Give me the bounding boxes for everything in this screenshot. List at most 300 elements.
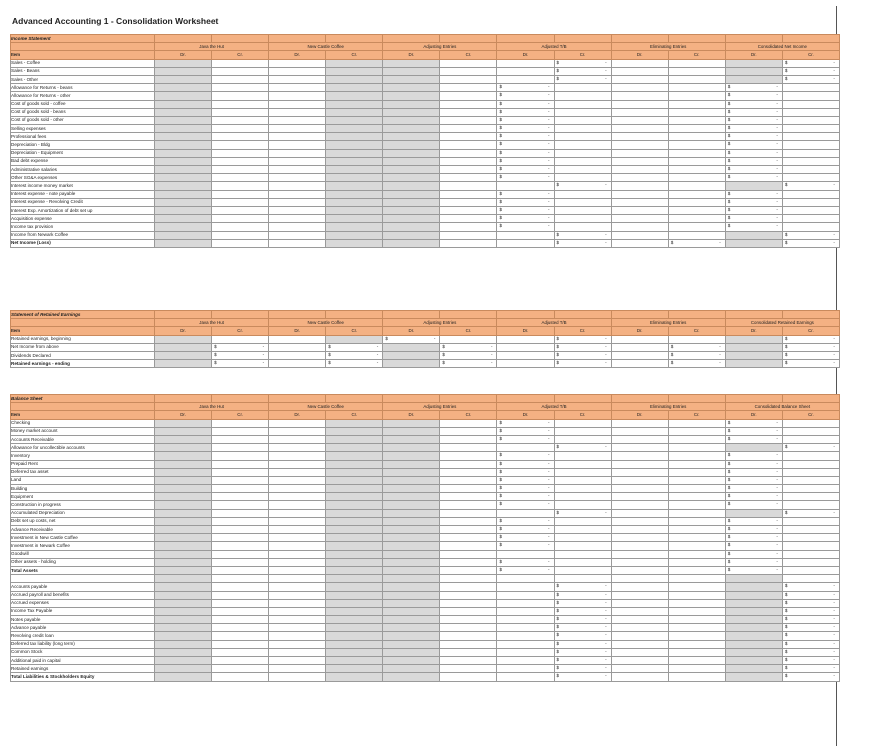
credit-cell[interactable] <box>326 575 383 583</box>
credit-cell[interactable] <box>326 607 383 615</box>
credit-cell[interactable] <box>326 566 383 574</box>
credit-cell[interactable] <box>326 616 383 624</box>
debit-cell[interactable] <box>497 133 554 141</box>
credit-cell[interactable] <box>782 509 839 517</box>
debit-cell[interactable] <box>383 351 440 359</box>
credit-cell[interactable] <box>440 166 497 174</box>
debit-cell[interactable] <box>611 92 668 100</box>
credit-cell[interactable] <box>782 493 839 501</box>
debit-cell[interactable] <box>269 343 326 351</box>
debit-cell[interactable] <box>383 665 440 673</box>
debit-cell[interactable] <box>155 75 212 83</box>
credit-cell[interactable] <box>782 239 839 247</box>
credit-cell[interactable] <box>782 231 839 239</box>
debit-cell[interactable] <box>725 452 782 460</box>
credit-cell[interactable] <box>782 141 839 149</box>
debit-cell[interactable] <box>497 509 554 517</box>
debit-cell[interactable] <box>155 616 212 624</box>
debit-cell[interactable] <box>155 591 212 599</box>
credit-cell[interactable] <box>782 343 839 351</box>
credit-cell[interactable] <box>212 206 269 214</box>
credit-cell[interactable] <box>326 509 383 517</box>
debit-cell[interactable] <box>611 343 668 351</box>
debit-cell[interactable] <box>611 460 668 468</box>
credit-cell[interactable] <box>326 67 383 75</box>
credit-cell[interactable] <box>212 239 269 247</box>
credit-cell[interactable] <box>554 141 611 149</box>
debit-cell[interactable] <box>155 468 212 476</box>
credit-cell[interactable] <box>668 75 725 83</box>
debit-cell[interactable] <box>611 133 668 141</box>
debit-cell[interactable] <box>497 335 554 343</box>
credit-cell[interactable] <box>440 190 497 198</box>
credit-cell[interactable] <box>440 108 497 116</box>
credit-cell[interactable] <box>440 583 497 591</box>
credit-cell[interactable] <box>668 190 725 198</box>
debit-cell[interactable] <box>725 657 782 665</box>
debit-cell[interactable] <box>383 657 440 665</box>
credit-cell[interactable] <box>326 624 383 632</box>
debit-cell[interactable] <box>383 223 440 231</box>
debit-cell[interactable] <box>383 239 440 247</box>
debit-cell[interactable] <box>611 116 668 124</box>
credit-cell[interactable] <box>554 223 611 231</box>
credit-cell[interactable] <box>554 517 611 525</box>
credit-cell[interactable] <box>668 166 725 174</box>
debit-cell[interactable] <box>497 206 554 214</box>
debit-cell[interactable] <box>497 84 554 92</box>
debit-cell[interactable] <box>497 141 554 149</box>
credit-cell[interactable] <box>326 215 383 223</box>
debit-cell[interactable] <box>611 149 668 157</box>
credit-cell[interactable] <box>554 343 611 351</box>
credit-cell[interactable] <box>668 583 725 591</box>
debit-cell[interactable] <box>269 517 326 525</box>
debit-cell[interactable] <box>497 460 554 468</box>
credit-cell[interactable] <box>440 444 497 452</box>
credit-cell[interactable] <box>440 452 497 460</box>
debit-cell[interactable] <box>725 231 782 239</box>
credit-cell[interactable] <box>326 190 383 198</box>
debit-cell[interactable] <box>155 84 212 92</box>
debit-cell[interactable] <box>611 427 668 435</box>
debit-cell[interactable] <box>725 558 782 566</box>
debit-cell[interactable] <box>383 526 440 534</box>
debit-cell[interactable] <box>611 632 668 640</box>
credit-cell[interactable] <box>554 665 611 673</box>
credit-cell[interactable] <box>440 343 497 351</box>
debit-cell[interactable] <box>269 476 326 484</box>
credit-cell[interactable] <box>554 239 611 247</box>
credit-cell[interactable] <box>212 166 269 174</box>
credit-cell[interactable] <box>212 84 269 92</box>
debit-cell[interactable] <box>611 476 668 484</box>
debit-cell[interactable] <box>497 59 554 67</box>
debit-cell[interactable] <box>497 542 554 550</box>
credit-cell[interactable] <box>668 335 725 343</box>
credit-cell[interactable] <box>326 435 383 443</box>
debit-cell[interactable] <box>383 591 440 599</box>
credit-cell[interactable] <box>782 351 839 359</box>
debit-cell[interactable] <box>611 583 668 591</box>
credit-cell[interactable] <box>782 468 839 476</box>
credit-cell[interactable] <box>782 435 839 443</box>
credit-cell[interactable] <box>554 468 611 476</box>
credit-cell[interactable] <box>554 174 611 182</box>
debit-cell[interactable] <box>725 468 782 476</box>
credit-cell[interactable] <box>212 444 269 452</box>
credit-cell[interactable] <box>554 616 611 624</box>
credit-cell[interactable] <box>212 575 269 583</box>
credit-cell[interactable] <box>326 468 383 476</box>
credit-cell[interactable] <box>440 239 497 247</box>
credit-cell[interactable] <box>782 198 839 206</box>
credit-cell[interactable] <box>326 231 383 239</box>
debit-cell[interactable] <box>155 206 212 214</box>
debit-cell[interactable] <box>383 607 440 615</box>
credit-cell[interactable] <box>440 657 497 665</box>
credit-cell[interactable] <box>782 125 839 133</box>
credit-cell[interactable] <box>212 182 269 190</box>
credit-cell[interactable] <box>326 657 383 665</box>
credit-cell[interactable] <box>782 108 839 116</box>
credit-cell[interactable] <box>212 501 269 509</box>
debit-cell[interactable] <box>725 125 782 133</box>
credit-cell[interactable] <box>554 640 611 648</box>
credit-cell[interactable] <box>668 607 725 615</box>
debit-cell[interactable] <box>269 223 326 231</box>
credit-cell[interactable] <box>212 427 269 435</box>
debit-cell[interactable] <box>383 190 440 198</box>
credit-cell[interactable] <box>782 501 839 509</box>
debit-cell[interactable] <box>155 198 212 206</box>
debit-cell[interactable] <box>269 640 326 648</box>
debit-cell[interactable] <box>611 616 668 624</box>
credit-cell[interactable] <box>326 125 383 133</box>
debit-cell[interactable] <box>611 566 668 574</box>
debit-cell[interactable] <box>611 231 668 239</box>
debit-cell[interactable] <box>497 493 554 501</box>
debit-cell[interactable] <box>155 526 212 534</box>
debit-cell[interactable] <box>611 125 668 133</box>
debit-cell[interactable] <box>155 566 212 574</box>
credit-cell[interactable] <box>668 351 725 359</box>
credit-cell[interactable] <box>554 182 611 190</box>
debit-cell[interactable] <box>269 125 326 133</box>
debit-cell[interactable] <box>155 542 212 550</box>
credit-cell[interactable] <box>440 665 497 673</box>
debit-cell[interactable] <box>611 141 668 149</box>
debit-cell[interactable] <box>383 116 440 124</box>
credit-cell[interactable] <box>668 616 725 624</box>
debit-cell[interactable] <box>725 84 782 92</box>
debit-cell[interactable] <box>269 673 326 681</box>
debit-cell[interactable] <box>725 534 782 542</box>
debit-cell[interactable] <box>497 435 554 443</box>
debit-cell[interactable] <box>497 343 554 351</box>
debit-cell[interactable] <box>611 157 668 165</box>
debit-cell[interactable] <box>497 198 554 206</box>
debit-cell[interactable] <box>611 501 668 509</box>
debit-cell[interactable] <box>155 444 212 452</box>
debit-cell[interactable] <box>611 166 668 174</box>
debit-cell[interactable] <box>497 116 554 124</box>
credit-cell[interactable] <box>554 566 611 574</box>
credit-cell[interactable] <box>440 575 497 583</box>
debit-cell[interactable] <box>269 542 326 550</box>
credit-cell[interactable] <box>554 444 611 452</box>
credit-cell[interactable] <box>212 215 269 223</box>
debit-cell[interactable] <box>497 476 554 484</box>
credit-cell[interactable] <box>440 648 497 656</box>
debit-cell[interactable] <box>383 108 440 116</box>
debit-cell[interactable] <box>269 468 326 476</box>
debit-cell[interactable] <box>155 335 212 343</box>
debit-cell[interactable] <box>725 607 782 615</box>
debit-cell[interactable] <box>725 509 782 517</box>
credit-cell[interactable] <box>326 157 383 165</box>
debit-cell[interactable] <box>155 67 212 75</box>
credit-cell[interactable] <box>326 223 383 231</box>
debit-cell[interactable] <box>383 75 440 83</box>
credit-cell[interactable] <box>668 476 725 484</box>
credit-cell[interactable] <box>782 116 839 124</box>
credit-cell[interactable] <box>326 550 383 558</box>
debit-cell[interactable] <box>155 182 212 190</box>
debit-cell[interactable] <box>497 125 554 133</box>
debit-cell[interactable] <box>497 108 554 116</box>
debit-cell[interactable] <box>725 435 782 443</box>
credit-cell[interactable] <box>554 575 611 583</box>
credit-cell[interactable] <box>554 673 611 681</box>
credit-cell[interactable] <box>782 640 839 648</box>
debit-cell[interactable] <box>269 92 326 100</box>
credit-cell[interactable] <box>212 607 269 615</box>
debit-cell[interactable] <box>383 583 440 591</box>
credit-cell[interactable] <box>782 648 839 656</box>
debit-cell[interactable] <box>725 67 782 75</box>
debit-cell[interactable] <box>383 599 440 607</box>
debit-cell[interactable] <box>155 190 212 198</box>
credit-cell[interactable] <box>212 419 269 427</box>
debit-cell[interactable] <box>155 59 212 67</box>
debit-cell[interactable] <box>725 599 782 607</box>
debit-cell[interactable] <box>497 657 554 665</box>
credit-cell[interactable] <box>668 59 725 67</box>
credit-cell[interactable] <box>212 59 269 67</box>
debit-cell[interactable] <box>155 648 212 656</box>
credit-cell[interactable] <box>326 133 383 141</box>
credit-cell[interactable] <box>782 575 839 583</box>
credit-cell[interactable] <box>782 75 839 83</box>
credit-cell[interactable] <box>782 206 839 214</box>
debit-cell[interactable] <box>269 435 326 443</box>
debit-cell[interactable] <box>383 640 440 648</box>
credit-cell[interactable] <box>782 542 839 550</box>
debit-cell[interactable] <box>269 190 326 198</box>
debit-cell[interactable] <box>611 509 668 517</box>
credit-cell[interactable] <box>326 640 383 648</box>
debit-cell[interactable] <box>611 67 668 75</box>
debit-cell[interactable] <box>269 149 326 157</box>
credit-cell[interactable] <box>782 624 839 632</box>
debit-cell[interactable] <box>725 624 782 632</box>
debit-cell[interactable] <box>725 239 782 247</box>
debit-cell[interactable] <box>497 599 554 607</box>
debit-cell[interactable] <box>383 616 440 624</box>
credit-cell[interactable] <box>212 632 269 640</box>
credit-cell[interactable] <box>782 67 839 75</box>
credit-cell[interactable] <box>212 566 269 574</box>
debit-cell[interactable] <box>155 92 212 100</box>
credit-cell[interactable] <box>554 215 611 223</box>
credit-cell[interactable] <box>668 198 725 206</box>
credit-cell[interactable] <box>440 427 497 435</box>
debit-cell[interactable] <box>155 108 212 116</box>
credit-cell[interactable] <box>212 452 269 460</box>
credit-cell[interactable] <box>212 116 269 124</box>
debit-cell[interactable] <box>725 360 782 368</box>
debit-cell[interactable] <box>725 100 782 108</box>
debit-cell[interactable] <box>725 493 782 501</box>
debit-cell[interactable] <box>383 157 440 165</box>
debit-cell[interactable] <box>155 174 212 182</box>
debit-cell[interactable] <box>383 133 440 141</box>
credit-cell[interactable] <box>668 493 725 501</box>
debit-cell[interactable] <box>497 360 554 368</box>
debit-cell[interactable] <box>383 517 440 525</box>
debit-cell[interactable] <box>611 84 668 92</box>
debit-cell[interactable] <box>269 360 326 368</box>
credit-cell[interactable] <box>212 493 269 501</box>
debit-cell[interactable] <box>725 149 782 157</box>
credit-cell[interactable] <box>440 591 497 599</box>
debit-cell[interactable] <box>497 351 554 359</box>
debit-cell[interactable] <box>269 166 326 174</box>
debit-cell[interactable] <box>611 673 668 681</box>
debit-cell[interactable] <box>497 231 554 239</box>
debit-cell[interactable] <box>497 607 554 615</box>
credit-cell[interactable] <box>668 157 725 165</box>
debit-cell[interactable] <box>725 116 782 124</box>
debit-cell[interactable] <box>725 501 782 509</box>
debit-cell[interactable] <box>383 100 440 108</box>
credit-cell[interactable] <box>554 534 611 542</box>
debit-cell[interactable] <box>725 550 782 558</box>
credit-cell[interactable] <box>554 108 611 116</box>
credit-cell[interactable] <box>554 550 611 558</box>
credit-cell[interactable] <box>668 67 725 75</box>
debit-cell[interactable] <box>497 174 554 182</box>
debit-cell[interactable] <box>269 526 326 534</box>
debit-cell[interactable] <box>611 239 668 247</box>
debit-cell[interactable] <box>497 632 554 640</box>
debit-cell[interactable] <box>725 460 782 468</box>
debit-cell[interactable] <box>383 166 440 174</box>
credit-cell[interactable] <box>554 427 611 435</box>
credit-cell[interactable] <box>668 640 725 648</box>
credit-cell[interactable] <box>668 542 725 550</box>
credit-cell[interactable] <box>668 149 725 157</box>
credit-cell[interactable] <box>326 149 383 157</box>
credit-cell[interactable] <box>782 149 839 157</box>
credit-cell[interactable] <box>440 460 497 468</box>
credit-cell[interactable] <box>782 534 839 542</box>
credit-cell[interactable] <box>782 526 839 534</box>
credit-cell[interactable] <box>782 517 839 525</box>
credit-cell[interactable] <box>212 174 269 182</box>
credit-cell[interactable] <box>440 174 497 182</box>
credit-cell[interactable] <box>554 59 611 67</box>
credit-cell[interactable] <box>554 116 611 124</box>
debit-cell[interactable] <box>383 198 440 206</box>
debit-cell[interactable] <box>497 640 554 648</box>
credit-cell[interactable] <box>440 59 497 67</box>
debit-cell[interactable] <box>155 125 212 133</box>
credit-cell[interactable] <box>326 427 383 435</box>
debit-cell[interactable] <box>269 100 326 108</box>
debit-cell[interactable] <box>383 92 440 100</box>
debit-cell[interactable] <box>155 517 212 525</box>
debit-cell[interactable] <box>155 351 212 359</box>
debit-cell[interactable] <box>725 166 782 174</box>
credit-cell[interactable] <box>782 476 839 484</box>
credit-cell[interactable] <box>554 460 611 468</box>
credit-cell[interactable] <box>668 125 725 133</box>
debit-cell[interactable] <box>383 485 440 493</box>
credit-cell[interactable] <box>212 190 269 198</box>
credit-cell[interactable] <box>440 206 497 214</box>
credit-cell[interactable] <box>554 607 611 615</box>
credit-cell[interactable] <box>554 632 611 640</box>
debit-cell[interactable] <box>497 190 554 198</box>
debit-cell[interactable] <box>383 452 440 460</box>
credit-cell[interactable] <box>440 223 497 231</box>
credit-cell[interactable] <box>668 526 725 534</box>
credit-cell[interactable] <box>554 351 611 359</box>
debit-cell[interactable] <box>497 673 554 681</box>
debit-cell[interactable] <box>497 468 554 476</box>
credit-cell[interactable] <box>668 231 725 239</box>
debit-cell[interactable] <box>725 157 782 165</box>
debit-cell[interactable] <box>725 198 782 206</box>
debit-cell[interactable] <box>269 75 326 83</box>
credit-cell[interactable] <box>668 343 725 351</box>
debit-cell[interactable] <box>497 452 554 460</box>
debit-cell[interactable] <box>497 566 554 574</box>
debit-cell[interactable] <box>497 501 554 509</box>
credit-cell[interactable] <box>668 517 725 525</box>
credit-cell[interactable] <box>782 591 839 599</box>
debit-cell[interactable] <box>269 427 326 435</box>
debit-cell[interactable] <box>155 460 212 468</box>
debit-cell[interactable] <box>725 419 782 427</box>
debit-cell[interactable] <box>269 566 326 574</box>
credit-cell[interactable] <box>554 493 611 501</box>
credit-cell[interactable] <box>782 616 839 624</box>
credit-cell[interactable] <box>212 149 269 157</box>
debit-cell[interactable] <box>611 206 668 214</box>
credit-cell[interactable] <box>440 157 497 165</box>
debit-cell[interactable] <box>725 133 782 141</box>
credit-cell[interactable] <box>668 509 725 517</box>
credit-cell[interactable] <box>782 673 839 681</box>
credit-cell[interactable] <box>440 550 497 558</box>
credit-cell[interactable] <box>782 665 839 673</box>
debit-cell[interactable] <box>725 206 782 214</box>
debit-cell[interactable] <box>725 75 782 83</box>
debit-cell[interactable] <box>611 640 668 648</box>
